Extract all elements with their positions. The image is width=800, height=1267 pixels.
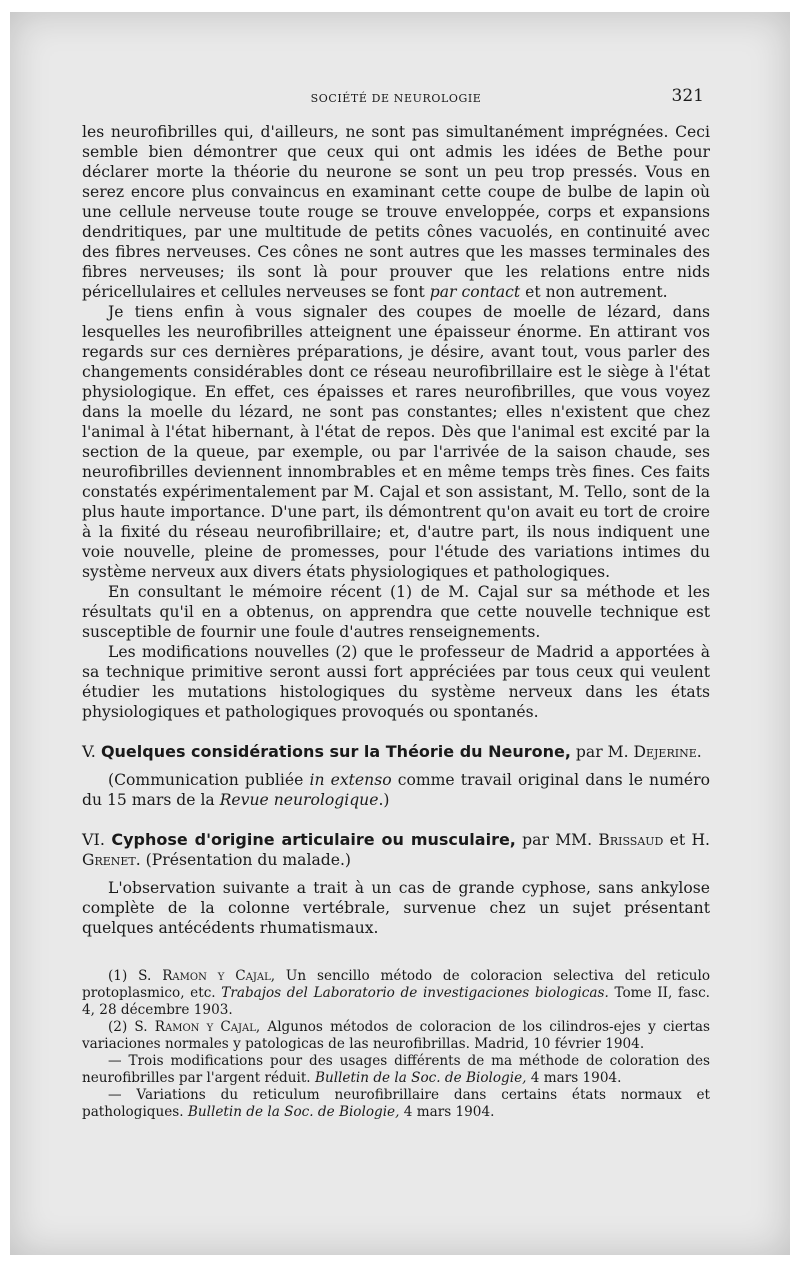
footnote-1-journal: Trabajos del Laboratorio de investigaciones biologicas. [221,985,609,1001]
section-6-title: Cyphose d'origine articulaire ou musculaire, [111,830,516,849]
footnote-2-author: Ramon y Cajal [154,1019,256,1035]
comm-text-b: comme travail original dans le numéro du 15 mars de la [82,771,710,809]
footnote-4-end: 4 mars 1904. [399,1104,495,1120]
paragraph-1 [82,122,710,302]
section-6-heading [82,830,710,870]
section-5-number: V. [82,742,101,761]
paragraph-4: Les modifications nouvelles (2) que le professeur de Madrid a apportées à sa technique primitive seront aussi fort appréciées par tous ceux qui veulent étudier les mutations histologiques du système nerveux dans les états physiologiques et pathologiques provoqués ou spontanés. [82,643,710,721]
footnote-1-end: Tome II, fasc. 4, 28 décembre 1903. [82,985,711,1018]
section-6-text: L'observation suivante a trait à un cas de grande cyphose, sans ankylose complète de la colonne vertébrale, survenue chez un sujet présentant quelques antécédents rhumatismaux. [82,879,710,937]
footnotes [82,968,710,1121]
footnote-3-journal: Bulletin de la Soc. de Biologie, [314,1070,527,1086]
section-6-and: et H. [663,831,710,849]
section-5-par: par M. [570,743,634,761]
section-5-heading [82,742,710,762]
comm-italic: in extenso [309,771,392,789]
paragraph-1-end: et non autrement. [520,283,668,301]
page-content [82,86,710,1121]
footnote-2-prefix: (2) S. [108,1019,155,1035]
footnote-4-text: — Variations du reticulum neurofibrillaire dans certains états normaux et pathologiques. [82,1087,710,1120]
running-head: SOCIÉTÉ DE NEUROLOGIE [310,92,482,105]
section-6 [82,830,710,938]
section-6-number: VI. [82,830,112,849]
footnote-2-text: , Algunos métodos de coloracion de los cilindros-ejes y ciertas variaciones normales y patologicas de las neurofibrillas. Madrid, 10 février 1904. [82,1019,710,1052]
scanned-page [10,12,790,1255]
section-5-title: Quelques considérations sur la Théorie du Neurone, [100,742,571,761]
section-5-communication [82,770,710,810]
footnote-1-text: , Un sencillo método de coloracion selectiva del reticulo protoplasmico, etc. [82,968,711,1001]
comm-journal: Revue neurologique [219,791,379,809]
footnote-1-prefix: (1) S. [108,968,163,984]
comm-text-a: (Communication publiée [108,771,310,789]
footnote-3-end: 4 mars 1904. [526,1070,622,1086]
footnote-2 [82,1019,710,1053]
footnote-3-text: — Trois modifications pour des usages différents de ma méthode de coloration des neurofibrilles par l'argent réduit. [82,1053,710,1086]
comm-end: .) [378,791,390,809]
section-5-author-end: . [696,743,702,761]
paragraph-1-text: les neurofibrilles qui, d'ailleurs, ne sont pas simultanément imprégnées. Ceci semble bien démontrer que ceux qui ont admis les idées de Bethe pour déclarer morte la théorie du neurone se sont un peu trop pressés. Vous en serez encore plus convaincus en examinant cette coupe de bulbe de lapin où une cellule nerveuse toute rouge se trouve enveloppée, corps et expansions dendritiques, par une multitude de petits cônes vacuolés, en continuité avec des fibres nerveuses. Ces cônes ne sont autres que les masses terminales des fibres nerveuses; ils sont là pour prouver que les relations entre nids péricellulaires et cellules nerveuses se font [82,123,710,301]
footnote-1 [82,968,710,1019]
footnote-4-journal: Bulletin de la Soc. de Biologie, [187,1104,400,1120]
section-5 [82,742,710,810]
section-6-author-2: Grenet [82,851,136,869]
section-5-author: Dejerine [633,743,697,761]
section-6-presentation: . (Présentation du malade.) [135,851,352,869]
section-6-par: par MM. [515,831,599,849]
footnote-3 [82,1053,710,1087]
footnote-4 [82,1087,710,1121]
paragraph-2: Je tiens enfin à vous signaler des coupes de moelle de lézard, dans lesquelles les neurofibrilles atteignent une épaisseur énorme. En attirant vos regards sur ces dernières préparations, je désire, avant tout, vous parler des changements considérables dont ce réseau neurofibrillaire est le siège à l'état physiologique. En effet, ces épaisses et rares neurofibrilles, que vous voyez dans la moelle du lézard, ne sont pas constantes; elles n'existent que chez l'animal à l'état hibernant, à l'état de repos. Dès que l'animal est excité par la section de la queue, par exemple, ou par l'arrivée de la saison chaude, ses neurofibrilles deviennent innombrables et en même temps très fines. Ces faits constatés expérimentalement par M. Cajal et son assistant, M. Tello, sont de la plus haute importance. D'une part, ils démontrent qu'on avait eu tort de croire à la fixité du réseau neurofibrillaire; et, d'autre part, ils nous indiquent une voie nouvelle, pleine de promesses, pour l'étude des variations intimes du système nerveux aux divers états physiologiques et pathologiques. [82,303,710,581]
section-6-author-1: Brissaud [598,831,664,849]
page-header [82,86,710,108]
footnote-1-author: Ramon y Cajal [162,968,271,984]
paragraph-3: En consultant le mémoire récent (1) de M. Cajal sur sa méthode et les résultats qu'il en a obtenus, on apprendra que cette nouvelle technique est susceptible de fournir une foule d'autres renseignements. [82,583,710,641]
italic-phrase: par contact [429,283,521,301]
page-number: 321 [671,86,704,106]
